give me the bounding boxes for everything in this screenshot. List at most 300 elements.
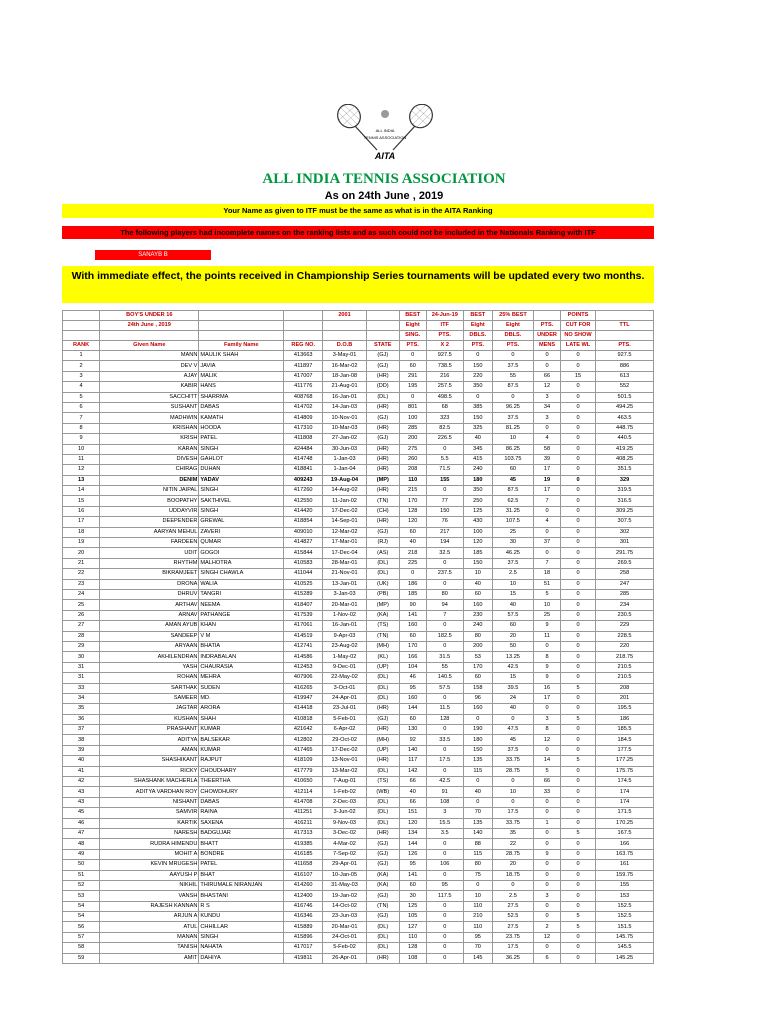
cell-cut: 0 xyxy=(560,423,595,433)
column-header-cell: STATE xyxy=(366,341,399,351)
table-row xyxy=(63,392,654,402)
table-row xyxy=(63,932,654,942)
cell-dbls: 325 xyxy=(463,423,492,433)
cell-ttl: 886 xyxy=(596,361,654,371)
cell-itf: 927.5 xyxy=(426,351,463,361)
cell-cut: 0 xyxy=(560,860,595,870)
cell-dbls: 135 xyxy=(463,756,492,766)
cell-itf: 5.5 xyxy=(426,454,463,464)
cell-itf: 257.5 xyxy=(426,382,463,392)
cell-cut: 0 xyxy=(560,506,595,516)
cell-rank: 57 xyxy=(63,932,100,942)
table-row xyxy=(63,454,654,464)
cell-itf: 42.5 xyxy=(426,777,463,787)
cell-family: RAINA xyxy=(199,808,284,818)
cell-dbls25: 57.5 xyxy=(492,610,533,620)
cell-cut: 0 xyxy=(560,527,595,537)
table-row xyxy=(63,860,654,870)
cell-dbls: 180 xyxy=(463,475,492,485)
cell-rank: 48 xyxy=(63,839,100,849)
cell-sing: 104 xyxy=(399,662,426,672)
cell-dbls25: 27.5 xyxy=(492,901,533,911)
cell-reg: 414418 xyxy=(284,704,323,714)
cell-family: KHAN xyxy=(199,621,284,631)
cell-dbls25: 55 xyxy=(492,371,533,381)
cell-under: 7 xyxy=(534,496,561,506)
cell-dbls: 415 xyxy=(463,454,492,464)
cell-given: SUSHANT xyxy=(100,402,199,412)
cell-dbls: 345 xyxy=(463,444,492,454)
cell-family: SINGH xyxy=(199,486,284,496)
cell-rank: 28 xyxy=(63,631,100,641)
cell-cut: 0 xyxy=(560,641,595,651)
cell-dbls: 145 xyxy=(463,953,492,963)
cell-dbls25: 0 xyxy=(492,880,533,890)
cell-under: 39 xyxy=(534,454,561,464)
column-header-cell: PTS. xyxy=(399,341,426,351)
table-row xyxy=(63,558,654,568)
cell-sing: 291 xyxy=(399,371,426,381)
cell-ttl: 247 xyxy=(596,579,654,589)
cell-state: (GJ) xyxy=(366,434,399,444)
ranking-table xyxy=(62,310,654,964)
cell-family: CHOUDHARY xyxy=(199,766,284,776)
cell-cut: 5 xyxy=(560,683,595,693)
table-row xyxy=(63,745,654,755)
cell-dbls25: 0 xyxy=(492,777,533,787)
cell-reg: 411776 xyxy=(284,382,323,392)
cell-dob: 17-Dec-02 xyxy=(323,745,366,755)
table-row xyxy=(63,610,654,620)
cell-state: (HR) xyxy=(366,517,399,527)
cell-under: 0 xyxy=(534,797,561,807)
table-row xyxy=(63,704,654,714)
cell-dbls25: 0 xyxy=(492,351,533,361)
cell-itf: 0 xyxy=(426,901,463,911)
header-row-2-cell: 24th June , 2019 xyxy=(100,321,199,331)
cell-sing: 95 xyxy=(399,683,426,693)
cell-sing: 60 xyxy=(399,714,426,724)
cell-dbls25: 50 xyxy=(492,641,533,651)
cell-given: JAGTAR xyxy=(100,704,199,714)
table-row xyxy=(63,371,654,381)
cell-ttl: 174 xyxy=(596,787,654,797)
cell-ttl: 145.75 xyxy=(596,932,654,942)
cell-rank: 52 xyxy=(63,880,100,890)
cell-dob: 1-Nov-02 xyxy=(323,610,366,620)
cell-reg: 419385 xyxy=(284,839,323,849)
cell-sing: 225 xyxy=(399,558,426,568)
cell-under: 19 xyxy=(534,475,561,485)
cell-family: PATEL xyxy=(199,434,284,444)
cell-ttl: 234 xyxy=(596,600,654,610)
cell-ttl: 408.25 xyxy=(596,454,654,464)
cell-dbls25: 35 xyxy=(492,828,533,838)
cell-under: 12 xyxy=(534,382,561,392)
cell-family: SAKTHIVEL xyxy=(199,496,284,506)
cell-state: (HR) xyxy=(366,828,399,838)
cell-reg: 419947 xyxy=(284,693,323,703)
cell-state: (HR) xyxy=(366,371,399,381)
cell-ttl: 145.25 xyxy=(596,953,654,963)
cell-dob: 26-Apr-01 xyxy=(323,953,366,963)
cell-given: BIKRAMJEET xyxy=(100,569,199,579)
cell-rank: 2 xyxy=(63,361,100,371)
cell-itf: 498.5 xyxy=(426,392,463,402)
cell-reg: 408768 xyxy=(284,392,323,402)
table-row xyxy=(63,351,654,361)
cell-dob: 7-Aug-01 xyxy=(323,777,366,787)
cell-dbls25: 36.25 xyxy=(492,953,533,963)
cell-ttl: 152.5 xyxy=(596,901,654,911)
cell-dob: 21-Nov-01 xyxy=(323,569,366,579)
cell-given: AMAN xyxy=(100,745,199,755)
table-row xyxy=(63,402,654,412)
cell-dob: 5-Feb-02 xyxy=(323,943,366,953)
logo-text-top: ALL INDIA xyxy=(375,128,395,133)
cell-itf: 194 xyxy=(426,538,463,548)
cell-reg: 414827 xyxy=(284,538,323,548)
cell-dbls: 96 xyxy=(463,693,492,703)
header-row-3-cell xyxy=(100,331,199,341)
cell-reg: 417539 xyxy=(284,610,323,620)
cell-reg: 418841 xyxy=(284,465,323,475)
cell-cut: 0 xyxy=(560,444,595,454)
cell-sing: 66 xyxy=(399,797,426,807)
cell-dob: 9-Nov-03 xyxy=(323,818,366,828)
cell-rank: 17 xyxy=(63,517,100,527)
column-header-cell: PTS. xyxy=(463,341,492,351)
cell-dbls: 70 xyxy=(463,808,492,818)
cell-rank: 12 xyxy=(63,465,100,475)
cell-cut: 0 xyxy=(560,932,595,942)
cell-reg: 418109 xyxy=(284,756,323,766)
cell-dbls: 53 xyxy=(463,652,492,662)
cell-reg: 424484 xyxy=(284,444,323,454)
cell-sing: 60 xyxy=(399,880,426,890)
cell-state: (UK) xyxy=(366,579,399,589)
cell-dob: 31-May-03 xyxy=(323,880,366,890)
cell-dbls: 160 xyxy=(463,704,492,714)
cell-under: 37 xyxy=(534,538,561,548)
header-row-2 xyxy=(63,321,654,331)
cell-ttl: 613 xyxy=(596,371,654,381)
cell-ttl: 170.25 xyxy=(596,818,654,828)
cell-reg: 414519 xyxy=(284,631,323,641)
cell-itf: 94 xyxy=(426,600,463,610)
table-row xyxy=(63,891,654,901)
cell-itf: 0 xyxy=(426,621,463,631)
cell-cut: 0 xyxy=(560,517,595,527)
cell-under: 0 xyxy=(534,870,561,880)
cell-under: 3 xyxy=(534,392,561,402)
cell-sing: 166 xyxy=(399,652,426,662)
cell-dbls25: 103.75 xyxy=(492,454,533,464)
cell-family: SINGH CHAWLA xyxy=(199,569,284,579)
cell-given: ADITYA VARDHAN ROY xyxy=(100,787,199,797)
cell-ttl: 151.5 xyxy=(596,922,654,932)
cell-given: ATUL xyxy=(100,922,199,932)
cell-under: 5 xyxy=(534,589,561,599)
cell-dbls: 230 xyxy=(463,610,492,620)
cell-ttl: 159.75 xyxy=(596,870,654,880)
cell-family: SINGH xyxy=(199,932,284,942)
cell-given: AMAN AYUB xyxy=(100,621,199,631)
aita-logo xyxy=(325,104,445,166)
cell-dbls: 185 xyxy=(463,548,492,558)
cell-itf: 0 xyxy=(426,912,463,922)
cell-reg: 419811 xyxy=(284,953,323,963)
table-row xyxy=(63,943,654,953)
cell-sing: 30 xyxy=(399,891,426,901)
cell-under: 6 xyxy=(534,953,561,963)
cell-family: PATHANGE xyxy=(199,610,284,620)
cell-dob: 14-Sep-01 xyxy=(323,517,366,527)
cell-under: 0 xyxy=(534,880,561,890)
cell-given: NITIN JAIPAL xyxy=(100,486,199,496)
cell-given: SAMEER xyxy=(100,693,199,703)
cell-dbls: 160 xyxy=(463,600,492,610)
cell-ttl: 419.25 xyxy=(596,444,654,454)
cell-reg: 411658 xyxy=(284,860,323,870)
cell-family: NAHATA xyxy=(199,943,284,953)
cell-dob: 9-Apr-03 xyxy=(323,631,366,641)
cell-dbls25: 60 xyxy=(492,621,533,631)
cell-sing: 218 xyxy=(399,548,426,558)
cell-sing: 125 xyxy=(399,901,426,911)
cell-under: 33 xyxy=(534,787,561,797)
cell-given: ARJUN A xyxy=(100,912,199,922)
cell-given: PRASHANT xyxy=(100,725,199,735)
table-row xyxy=(63,652,654,662)
cell-under: 11 xyxy=(534,631,561,641)
cell-under: 66 xyxy=(534,777,561,787)
cell-itf: 0 xyxy=(426,444,463,454)
cell-cut: 15 xyxy=(560,371,595,381)
cell-cut: 0 xyxy=(560,891,595,901)
cell-itf: 106 xyxy=(426,860,463,870)
cell-dbls: 385 xyxy=(463,402,492,412)
cell-ttl: 177.25 xyxy=(596,756,654,766)
cell-dbls: 150 xyxy=(463,361,492,371)
cell-ttl: 552 xyxy=(596,382,654,392)
cell-itf: 57.5 xyxy=(426,683,463,693)
cell-rank: 22 xyxy=(63,569,100,579)
cell-dob: 13-Mar-02 xyxy=(323,766,366,776)
cell-dbls: 115 xyxy=(463,849,492,859)
cell-family: BONDRE xyxy=(199,849,284,859)
cell-ttl: 329 xyxy=(596,475,654,485)
cell-reg: 417313 xyxy=(284,828,323,838)
cell-sing: 151 xyxy=(399,808,426,818)
cell-rank: 19 xyxy=(63,538,100,548)
cell-dbls25: 46.25 xyxy=(492,548,533,558)
cell-sing: 0 xyxy=(399,351,426,361)
cell-ttl: 351.5 xyxy=(596,465,654,475)
cell-reg: 414586 xyxy=(284,652,323,662)
cell-given: DHRUV xyxy=(100,589,199,599)
table-row xyxy=(63,506,654,516)
header-row-1-cell: POINTS xyxy=(560,311,595,321)
cell-reg: 412453 xyxy=(284,662,323,672)
cell-rank: 37 xyxy=(63,725,100,735)
cell-dob: 20-Mar-01 xyxy=(323,922,366,932)
cell-cut: 0 xyxy=(560,735,595,745)
cell-state: (DL) xyxy=(366,943,399,953)
cell-ttl: 440.5 xyxy=(596,434,654,444)
cell-under: 51 xyxy=(534,579,561,589)
cell-reg: 414420 xyxy=(284,506,323,516)
cell-family: DABAS xyxy=(199,797,284,807)
cell-rank: 27 xyxy=(63,621,100,631)
cell-sing: 40 xyxy=(399,787,426,797)
cell-dbls: 110 xyxy=(463,901,492,911)
cell-ttl: 161 xyxy=(596,860,654,870)
cell-given: TANISH xyxy=(100,943,199,953)
cell-itf: 3 xyxy=(426,808,463,818)
cell-dbls25: 15 xyxy=(492,589,533,599)
cell-reg: 417310 xyxy=(284,423,323,433)
cell-family: QUMAR xyxy=(199,538,284,548)
cell-dbls: 0 xyxy=(463,392,492,402)
cell-rank: 34 xyxy=(63,693,100,703)
cell-sing: 120 xyxy=(399,818,426,828)
cell-dbls25: 10 xyxy=(492,787,533,797)
cell-ttl: 174.5 xyxy=(596,777,654,787)
cell-dob: 23-Jun-03 xyxy=(323,912,366,922)
incomplete-names-notice: The following players had incomplete names on the ranking lists and as such could not be included in the Nationals Ranking with ITF xyxy=(62,226,654,239)
cell-state: (MH) xyxy=(366,641,399,651)
cell-rank: 36 xyxy=(63,714,100,724)
cell-sing: 200 xyxy=(399,434,426,444)
cell-dbls25: 45 xyxy=(492,475,533,485)
table-row xyxy=(63,434,654,444)
cell-dbls25: 10 xyxy=(492,579,533,589)
cell-given: SACCHITT xyxy=(100,392,199,402)
cell-reg: 416107 xyxy=(284,870,323,880)
table-row xyxy=(63,766,654,776)
cell-rank: 24 xyxy=(63,589,100,599)
cell-dbls25: 37.5 xyxy=(492,558,533,568)
cell-reg: 410583 xyxy=(284,558,323,568)
cell-given: SARTHAK xyxy=(100,683,199,693)
cell-dbls25: 23.75 xyxy=(492,932,533,942)
table-row xyxy=(63,548,654,558)
header-row-2-cell: PTS. xyxy=(534,321,561,331)
cell-dbls25: 47.5 xyxy=(492,725,533,735)
cell-dbls: 200 xyxy=(463,641,492,651)
cell-dob: 9-Dec-01 xyxy=(323,662,366,672)
cell-state: (GJ) xyxy=(366,527,399,537)
cell-reg: 407906 xyxy=(284,673,323,683)
cell-dbls25: 30 xyxy=(492,538,533,548)
cell-itf: 237.5 xyxy=(426,569,463,579)
cell-family: MAULIK SHAH xyxy=(199,351,284,361)
cell-given: ARYAAN xyxy=(100,641,199,651)
cell-rank: 47 xyxy=(63,828,100,838)
cell-rank: 49 xyxy=(63,849,100,859)
cell-under: 17 xyxy=(534,465,561,475)
cell-rank: 20 xyxy=(63,548,100,558)
cell-sing: 185 xyxy=(399,589,426,599)
cell-ttl: 208 xyxy=(596,683,654,693)
cell-under: 0 xyxy=(534,423,561,433)
cell-under: 8 xyxy=(534,652,561,662)
cell-dbls: 220 xyxy=(463,371,492,381)
logo-text-bottom: AITA xyxy=(374,151,396,161)
cell-family: CHHILLAR xyxy=(199,922,284,932)
column-header-row xyxy=(63,341,654,351)
cell-under: 12 xyxy=(534,735,561,745)
cell-dbls25: 22 xyxy=(492,839,533,849)
cell-state: (HR) xyxy=(366,704,399,714)
cell-ttl: 175.75 xyxy=(596,766,654,776)
cell-ttl: 195.5 xyxy=(596,704,654,714)
cell-sing: 117 xyxy=(399,756,426,766)
cell-ttl: 230.5 xyxy=(596,610,654,620)
cell-dob: 17-Dec-02 xyxy=(323,506,366,516)
cell-state: (GJ) xyxy=(366,351,399,361)
cell-state: (DL) xyxy=(366,693,399,703)
cell-rank: 16 xyxy=(63,506,100,516)
cell-state: (DL) xyxy=(366,683,399,693)
cell-reg: 414748 xyxy=(284,454,323,464)
cell-state: (HR) xyxy=(366,454,399,464)
cell-family: SINGH xyxy=(199,506,284,516)
cell-dbls: 0 xyxy=(463,777,492,787)
cell-itf: 80 xyxy=(426,589,463,599)
cell-cut: 0 xyxy=(560,787,595,797)
cell-dbls25: 18.75 xyxy=(492,870,533,880)
cell-given: YASH xyxy=(100,662,199,672)
cell-family: MALHOTRA xyxy=(199,558,284,568)
cell-sing: 260 xyxy=(399,454,426,464)
cell-dbls: 430 xyxy=(463,517,492,527)
cell-family: KUMAR xyxy=(199,725,284,735)
table-row xyxy=(63,579,654,589)
cell-given: ROHAN xyxy=(100,673,199,683)
cell-dbls25: 40 xyxy=(492,600,533,610)
cell-given: KABIR xyxy=(100,382,199,392)
cell-ttl: 163.75 xyxy=(596,849,654,859)
cell-dbls: 115 xyxy=(463,766,492,776)
cell-dbls: 158 xyxy=(463,683,492,693)
cell-under: 25 xyxy=(534,610,561,620)
cell-dob: 16-Jan-01 xyxy=(323,621,366,631)
header-row-1-cell: 25% BEST xyxy=(492,311,533,321)
cell-sing: 208 xyxy=(399,465,426,475)
cell-dob: 3-Jan-03 xyxy=(323,589,366,599)
cell-dob: 19-Aug-04 xyxy=(323,475,366,485)
cell-sing: 105 xyxy=(399,912,426,922)
header-row-3-cell: NO SHOW xyxy=(560,331,595,341)
cell-sing: 144 xyxy=(399,839,426,849)
cell-sing: 66 xyxy=(399,777,426,787)
cell-sing: 195 xyxy=(399,382,426,392)
cell-family: SAXENA xyxy=(199,818,284,828)
cell-under: 0 xyxy=(534,641,561,651)
cell-state: (GJ) xyxy=(366,413,399,423)
cell-sing: 144 xyxy=(399,704,426,714)
cell-sing: 0 xyxy=(399,392,426,402)
cell-reg: 409243 xyxy=(284,475,323,485)
header-row-1-cell: BEST xyxy=(463,311,492,321)
table-row xyxy=(63,517,654,527)
column-header-cell: PTS. xyxy=(492,341,533,351)
cell-cut: 0 xyxy=(560,434,595,444)
table-row xyxy=(63,683,654,693)
cell-ttl: 291.75 xyxy=(596,548,654,558)
